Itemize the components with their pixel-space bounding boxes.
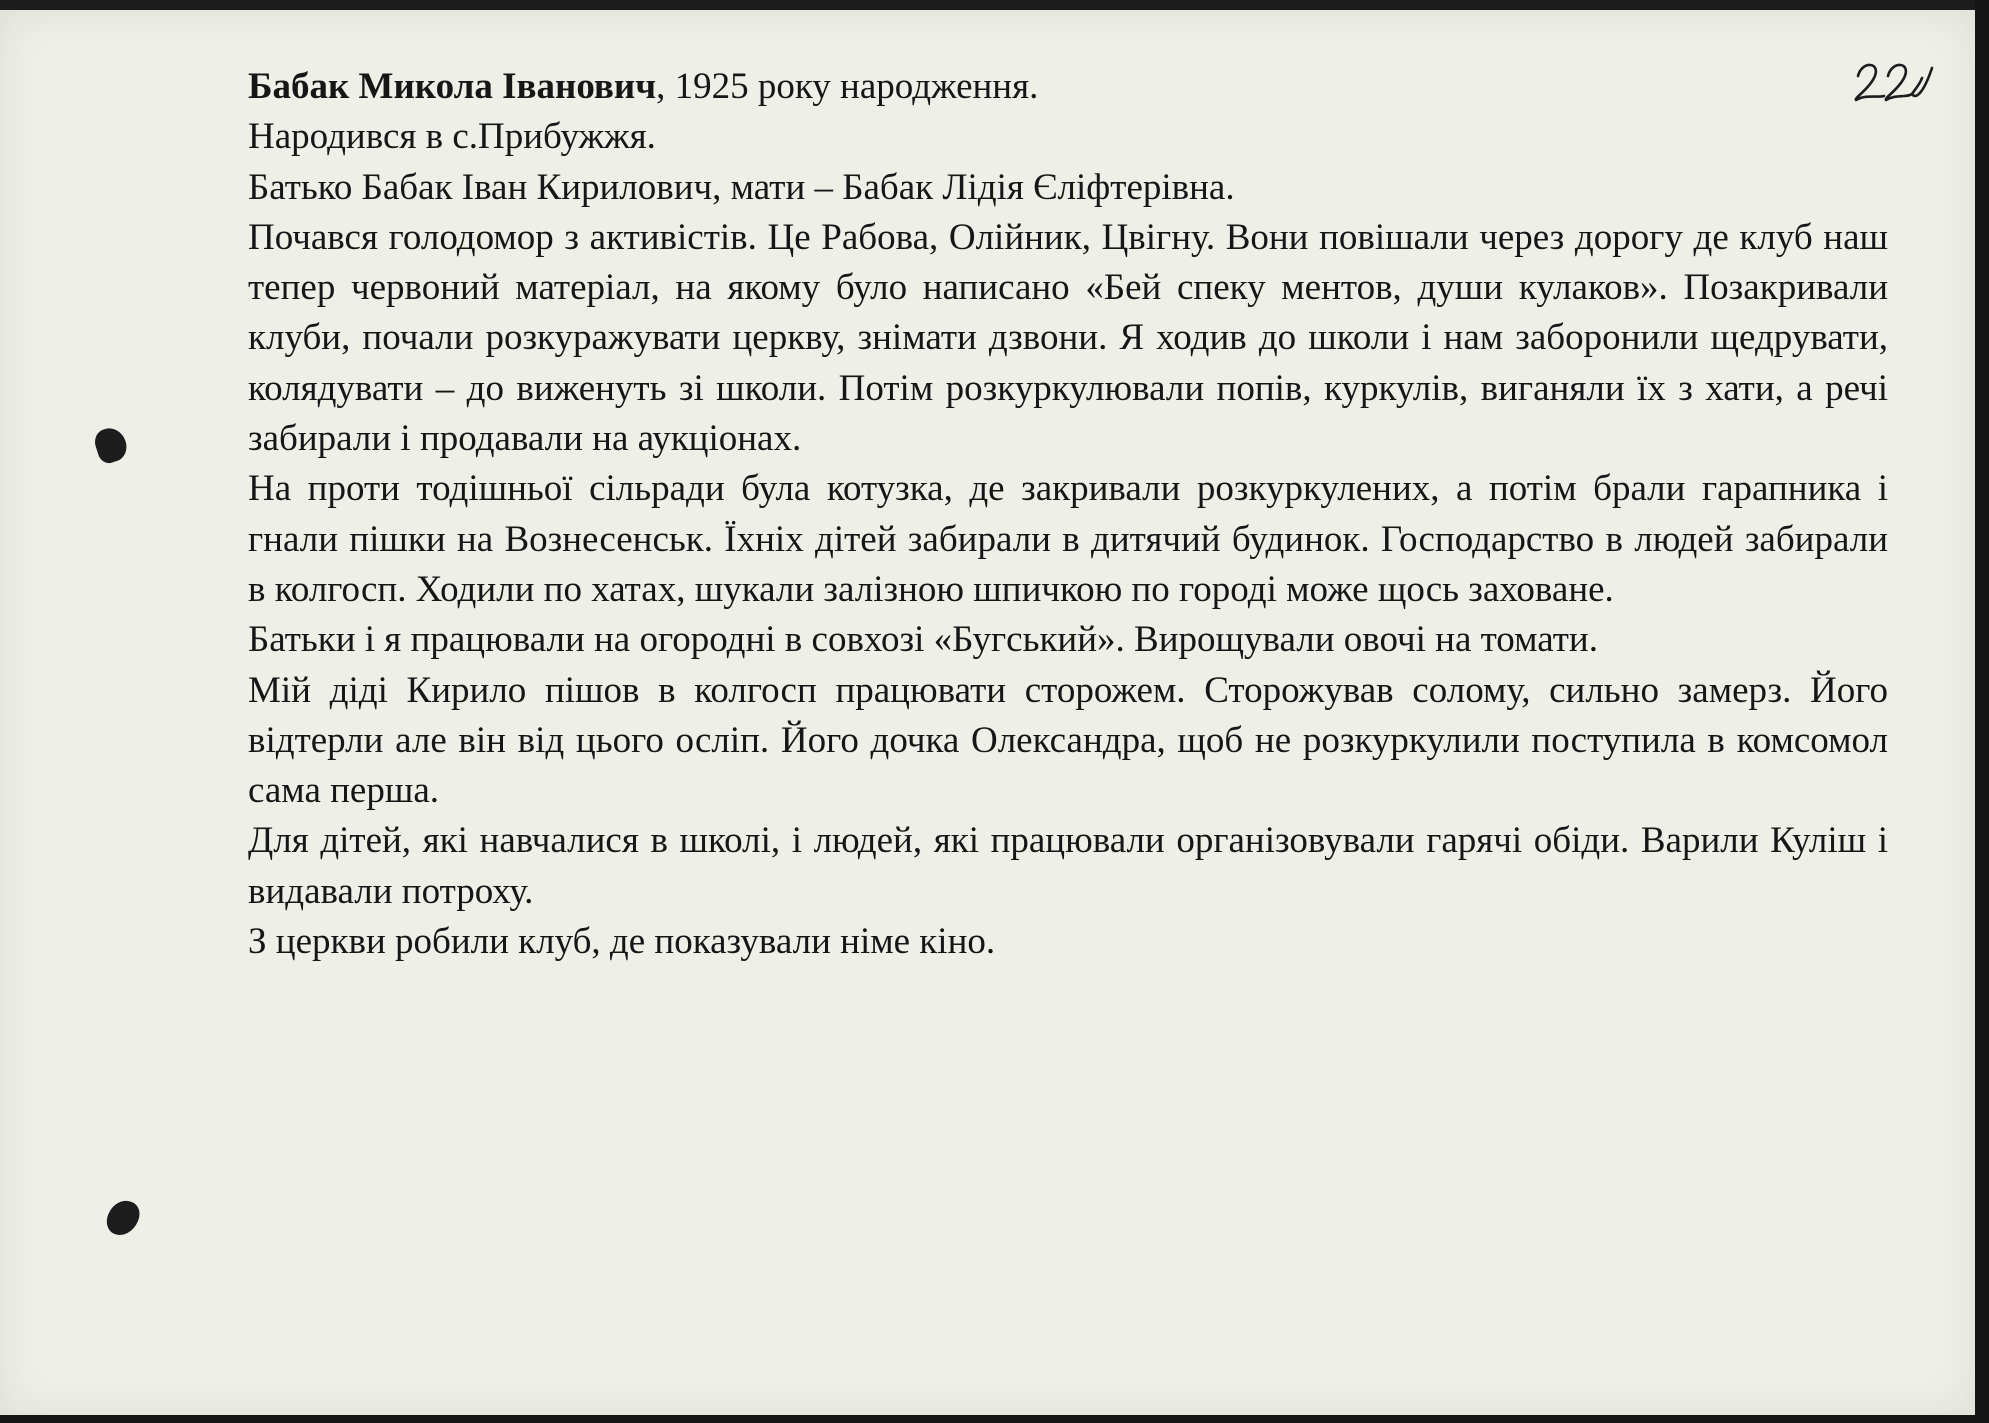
scan-border-bottom xyxy=(0,1415,1989,1423)
birth-info: , 1925 року народження. xyxy=(656,66,1039,107)
header-line xyxy=(248,62,1888,112)
paragraph-sovkhoz: Батьки і я працювали на огородні в совхозі «Бугський». Вирощували овочі на томати. xyxy=(248,619,1598,661)
punch-hole-upper xyxy=(91,424,130,466)
paragraph-church-club: З церкви робили клуб, де показували німе кіно. xyxy=(248,921,996,963)
paragraph-grandfather: Мій діді Кирило пішов в колгосп працювати сторожем. Сторожував солому, сильно замерз. Його відтерли але він від цього осліп. Його дочка Олександра, щоб не розкуркулили поступила в комсомол сама перша. xyxy=(248,669,1888,812)
paragraph-parents: Батько Бабак Іван Кирилович, мати – Бабак Лідія Єліфтерівна. xyxy=(248,166,1235,208)
document-body xyxy=(248,62,1888,967)
punch-hole-lower xyxy=(102,1196,143,1241)
document-page xyxy=(0,10,1975,1415)
paragraph-dekulakization: На проти тодішньої сільради була котузка, де закривали розкуркулених, а потім брали гарапника і гнали пішки на Вознесенськ. Їхніх дітей забирали в дитячий будинок. Господарство в людей забирали в колгосп. Ходили по хатах, шукали залізною шпичкою по городі може щось заховане. xyxy=(248,468,1888,610)
scan-border-right xyxy=(1975,0,1989,1423)
person-name: Бабак Микола Іванович xyxy=(248,66,657,107)
paragraph-holodomor-start: Почався голодомор з активістів. Це Рабова, Олійник, Цвігну. Вони повішали через дорогу де клуб наш тепер червоний матеріал, на якому було написано «Бей спеку ментов, души кулаков». Позакривали клуби, почали розкуражувати церкву, знімати дзвони. Я ходив до школи і нам заборонили щедрувати, колядувати – до виженуть зі школи. Потім розкуркулювали попів, куркулів, виганяли їх з хати, а речі забирали і продавали на аукціонах. xyxy=(248,216,1888,460)
paragraph-hot-meals: Для дітей, які навчалися в школі, і людей, які працювали організовували гарячі обіди. Варили Куліш і видавали потроху. xyxy=(248,820,1888,912)
paragraph-birthplace: Народився в с.Прибужжя. xyxy=(248,116,656,158)
